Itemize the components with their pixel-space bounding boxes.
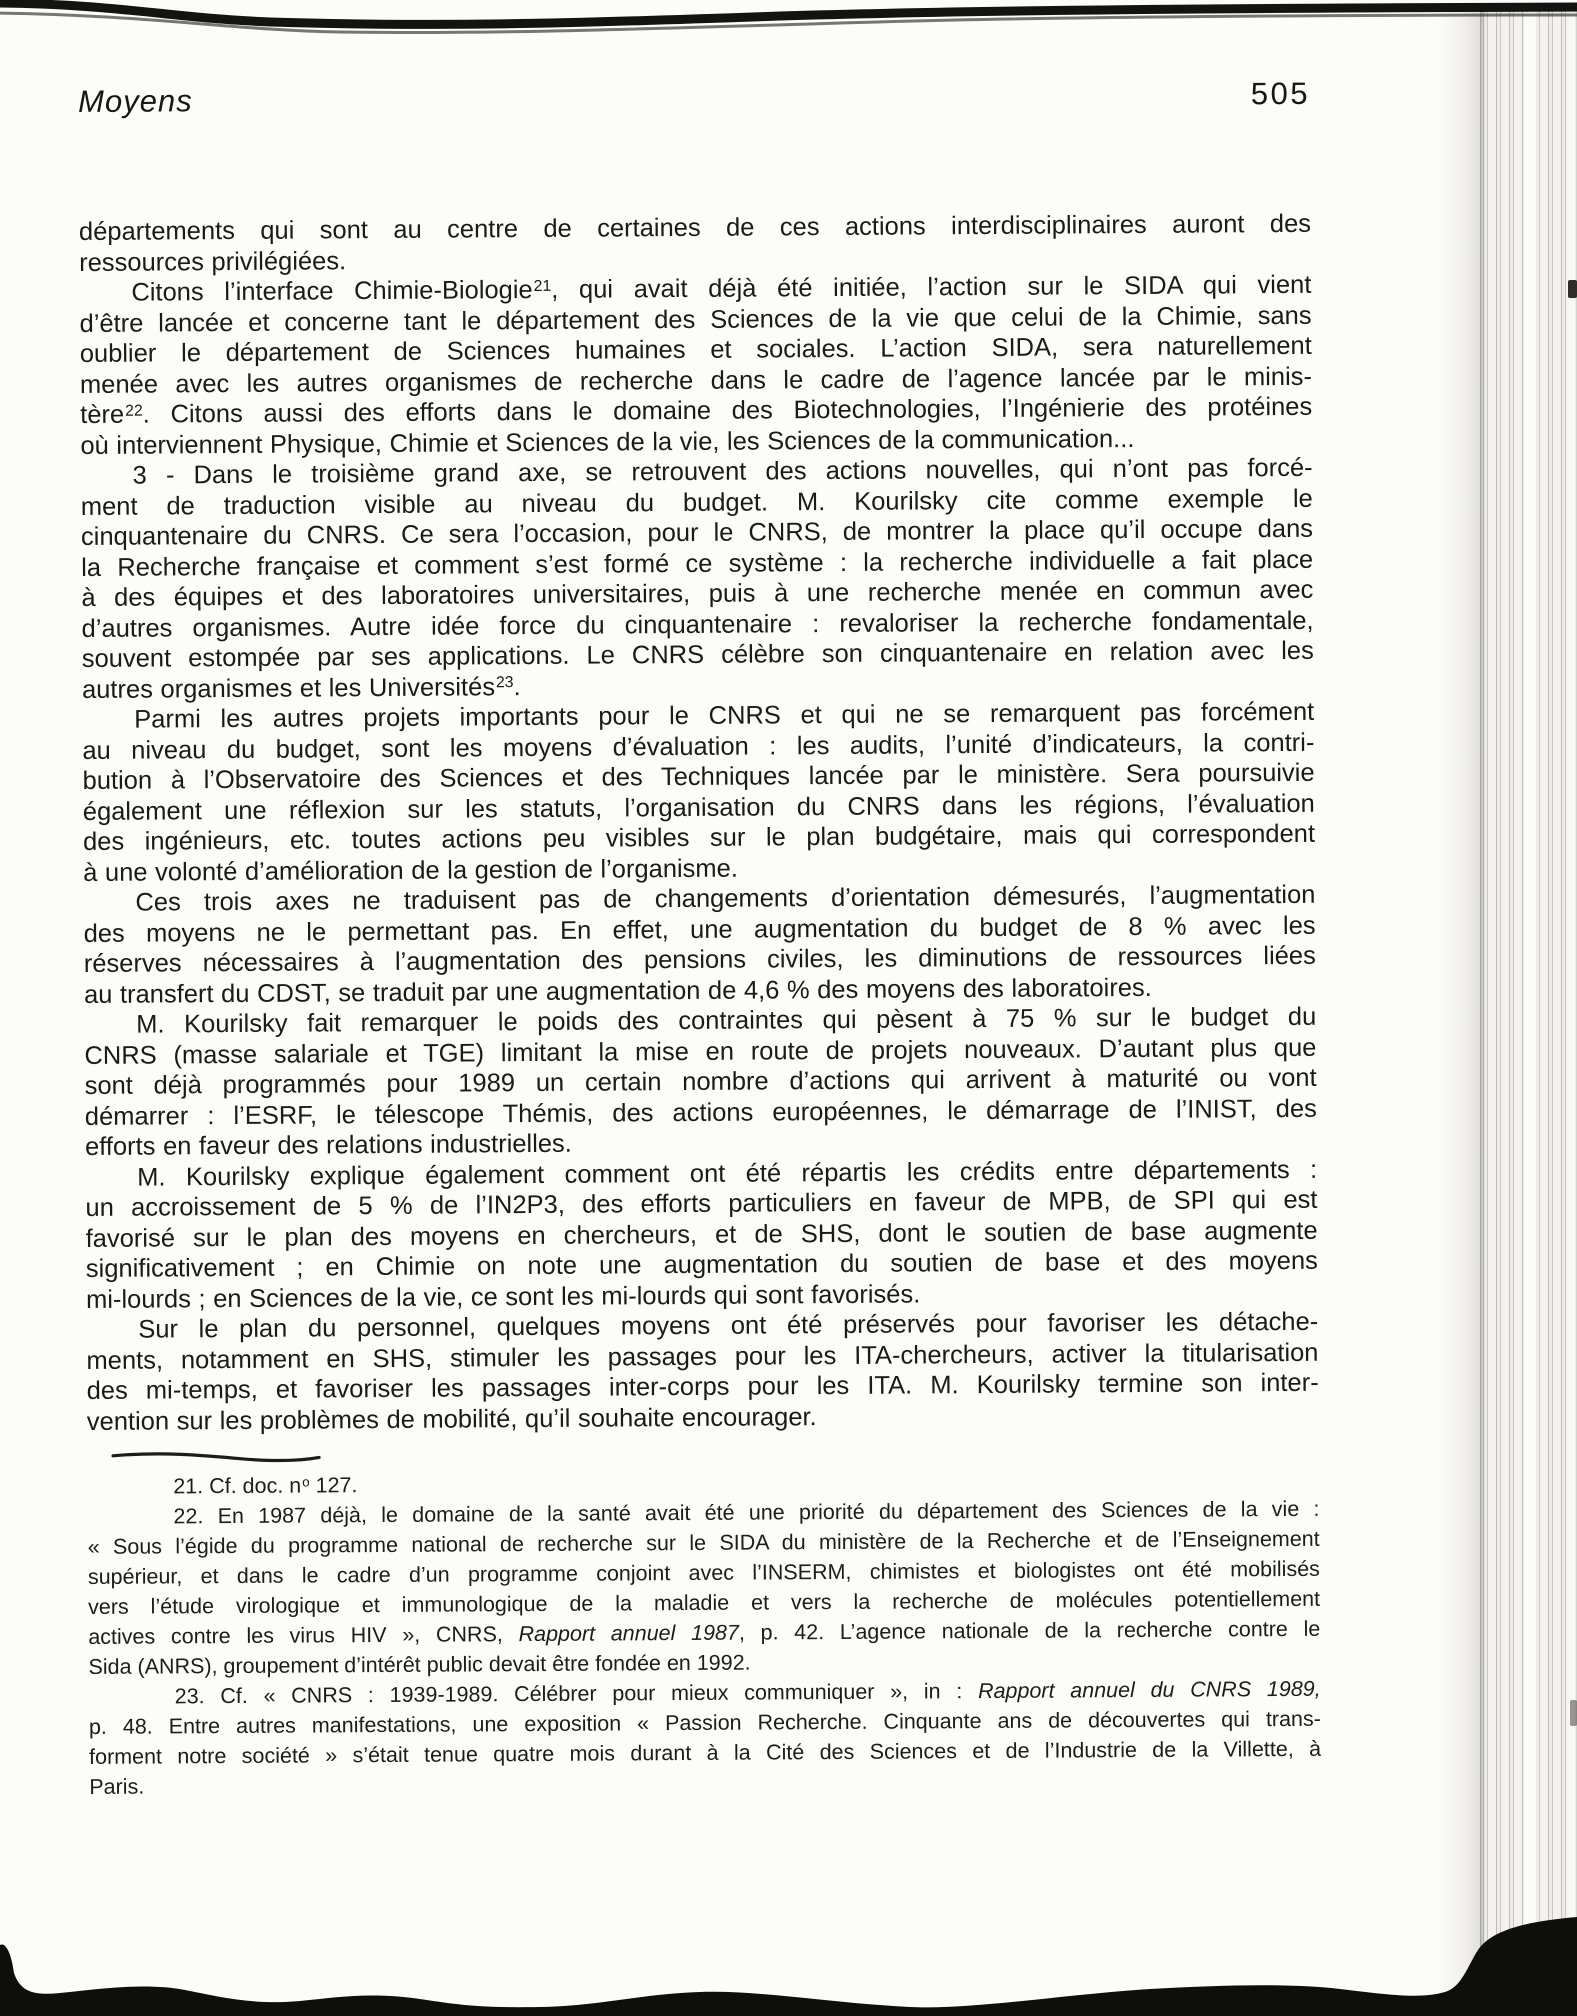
section-title: Moyens <box>78 83 193 119</box>
text-line: 23. Cf. « CNRS : 1939-1989. Célébrer pour mieux communiquer », in : Rapport annuel du CNRS 1989, <box>174 1676 1321 1709</box>
text-line: Ces trois axes ne traduisent pas de changements d’orientation démesurés, l’augmentation <box>135 880 1316 917</box>
text-line: d’autres organismes. Autre idée force du cinquantenaire : revaloriser la recherche fondamentale, <box>81 606 1314 643</box>
paragraph <box>82 697 1315 888</box>
paragraph <box>83 880 1316 1010</box>
text-line: vers l’étude virologique et immunologique de la maladie et vers la recherche de molécules potentiellement <box>88 1586 1321 1619</box>
text-line: mi-lourds ; en Sciences de la vie, ce sont les mi-lourds qui sont favorisés. <box>85 1279 921 1314</box>
text-line: CNRS (masse salariale et TGE) limitant la mise en route de projets nouveaux. D’autant plus que <box>84 1033 1317 1070</box>
footnote <box>89 1674 1322 1802</box>
paragraph <box>85 1154 1318 1315</box>
text-line: à des équipes et des laboratoires universitaires, puis à une recherche menée en commun avec <box>81 575 1314 612</box>
text-line: Parmi les autres projets importants pour le CNRS et qui ne se remarquent pas forcément <box>134 697 1315 734</box>
page-header <box>78 76 1310 122</box>
text-line: vention sur les problèmes de mobilité, qu’il souhaite encourager. <box>86 1402 817 1436</box>
text-line: ressources privilégiées. <box>79 246 347 277</box>
text-line: 21. Cf. doc. $n^o$ 127. <box>173 1473 358 1499</box>
footnote-separator <box>111 1448 323 1465</box>
text-line: M. Kourilsky explique également comment ont été répartis les crédits entre départements : <box>137 1155 1318 1192</box>
text-line: Sur le plan du personnel, quelques moyens ont été préservés pour favoriser les détache- <box>138 1307 1319 1344</box>
text-line: 22. En 1987 déjà, le domaine de la santé avait été une priorité du département des Sciences de la vie : <box>173 1496 1320 1529</box>
text-line: à une volonté d’amélioration de la gestion de l’organisme. <box>83 854 738 887</box>
book-fore-edge-pages <box>1480 8 1577 2016</box>
text-line: autres organismes et les Universités$^{23}$. <box>81 672 521 704</box>
text-line: actives contre les virus HIV », CNRS, Rapport annuel 1987, p. 42. L’agence nationale de la recherche contre le <box>88 1616 1321 1649</box>
text-line: au niveau du budget, sont les moyens d’évaluation : les audits, l’unité d’indicateurs, la contri- <box>82 728 1315 765</box>
text-line: un accroissement de 5 % de l’IN2P3, des efforts particuliers en faveur de MPB, de SPI qui est <box>85 1185 1318 1222</box>
paragraph <box>79 270 1312 461</box>
footnote <box>87 1494 1320 1682</box>
text-line: p. 48. Entre autres manifestations, une exposition « Passion Recherche. Cinquante ans de découvertes qui trans- <box>88 1706 1321 1739</box>
text-line: sont déjà programmés pour 1989 un certain nombre d’actions qui arrivent à maturité ou vont <box>84 1063 1317 1100</box>
book-top-edge-artifact <box>0 0 1577 64</box>
paragraph <box>84 1002 1317 1163</box>
fore-edge-ink-mark <box>1568 280 1577 298</box>
text-line: efforts en faveur des relations industrielles. <box>84 1129 572 1161</box>
text-line: 3 - Dans le troisième grand axe, se retrouvent des actions nouvelles, qui n’ont pas forcé- <box>132 453 1313 490</box>
text-line: où interviennent Physique, Chimie et Sciences de la vie, les Sciences de la communication... <box>80 424 1135 460</box>
footnotes <box>87 1464 1321 1802</box>
page-content <box>78 76 1321 1802</box>
text-line: la Recherche française et comment s’est formé ce système : la recherche individuelle a fait place <box>81 545 1314 582</box>
body-text <box>79 209 1319 1437</box>
text-line: également une réflexion sur les statuts, l’organisation du CNRS dans les régions, l’évaluation <box>82 789 1315 826</box>
text-line: souvent estompée par ses applications. Le CNRS célèbre son cinquantenaire en relation avec les <box>81 636 1314 673</box>
text-line: au transfert du CDST, se traduit par une augmentation de 4,6 % des moyens des laboratoires. <box>83 973 1152 1009</box>
text-line: Paris. <box>89 1774 145 1799</box>
paragraph <box>81 453 1315 705</box>
text-line: supérieur, et dans le cadre d’un programme conjoint avec l’INSERM, chimistes et biologistes ont été mobilisés <box>87 1556 1320 1589</box>
fore-edge-ink-mark <box>1570 1700 1577 1726</box>
page-curl-shadow <box>1436 8 1480 1996</box>
text-line: Sida (ANRS), groupement d’intérêt public devait être fondée en 1992. <box>88 1650 751 1679</box>
text-line: départements qui sont au centre de certaines de ces actions interdisciplinaires auront des <box>78 209 1312 246</box>
text-line: oublier le département de Sciences humaines et sociales. L’action SIDA, sera naturellement <box>79 331 1312 368</box>
paragraph <box>79 209 1311 278</box>
book-bottom-edge-artifact <box>0 1895 1577 2016</box>
text-line: des mi-temps, et favoriser les passages inter-corps pour les ITA. M. Kourilsky termine son inter- <box>86 1368 1319 1405</box>
text-line: ments, notamment en SHS, stimuler les passages pour les ITA-chercheurs, activer la titularisation <box>86 1338 1319 1375</box>
text-line: « Sous l’égide du programme national de recherche sur le SIDA du ministère de la Recherche et de l’Enseignement <box>87 1526 1320 1559</box>
text-line: significativement ; en Chimie on note une augmentation du soutien de base et des moyens <box>85 1246 1318 1283</box>
text-line: ment de traduction visible au niveau du budget. M. Kourilsky cite comme exemple le <box>80 484 1313 521</box>
text-line: menée avec les autres organismes de recherche dans le cadre de l’agence lancée par le minis- <box>79 362 1313 399</box>
text-line: des ingénieurs, etc. toutes actions peu visibles sur le plan budgétaire, mais qui correspondent <box>82 819 1316 856</box>
text-line: des moyens ne le permettant pas. En effet, une augmentation du budget de 8 % avec les <box>83 911 1316 948</box>
text-line: M. Kourilsky fait remarquer le poids des contraintes qui pèsent à 75 % sur le budget du <box>136 1002 1317 1039</box>
text-line: Citons l’interface Chimie-Biologie$^{21}$, qui avait déjà été initiée, l’action sur le SIDA qui vient <box>131 270 1312 307</box>
text-line: démarrer : l’ESRF, le télescope Thémis, des actions européennes, le démarrage de l’INIST, des <box>84 1094 1317 1131</box>
text-line: d’être lancée et concerne tant le département des Sciences de la vie que celui de la Chimie, sans <box>79 301 1312 338</box>
text-line: forment notre société » s’était tenue quatre mois durant à la Cité des Sciences et de l’Industrie de la Villette, à <box>89 1736 1322 1769</box>
page-number: 505 <box>1250 75 1311 112</box>
paragraph <box>86 1307 1319 1437</box>
text-line: réserves nécessaires à l’augmentation des pensions civiles, les diminutions de ressources liées <box>83 941 1316 978</box>
text-line: cinquantenaire du CNRS. Ce sera l’occasion, pour le CNRS, de montrer la place qu’il occupe dans <box>80 514 1314 551</box>
text-line: bution à l’Observatoire des Sciences et des Techniques lancée par le ministère. Sera poursuivie <box>82 758 1315 795</box>
text-line: favorisé sur le plan des moyens en chercheurs, et de SHS, dont le soutien de base augmente <box>85 1216 1318 1253</box>
text-line: tère$^{22}$. Citons aussi des efforts dans le domaine des Biotechnologies, l’Ingénierie des protéines <box>80 392 1313 429</box>
